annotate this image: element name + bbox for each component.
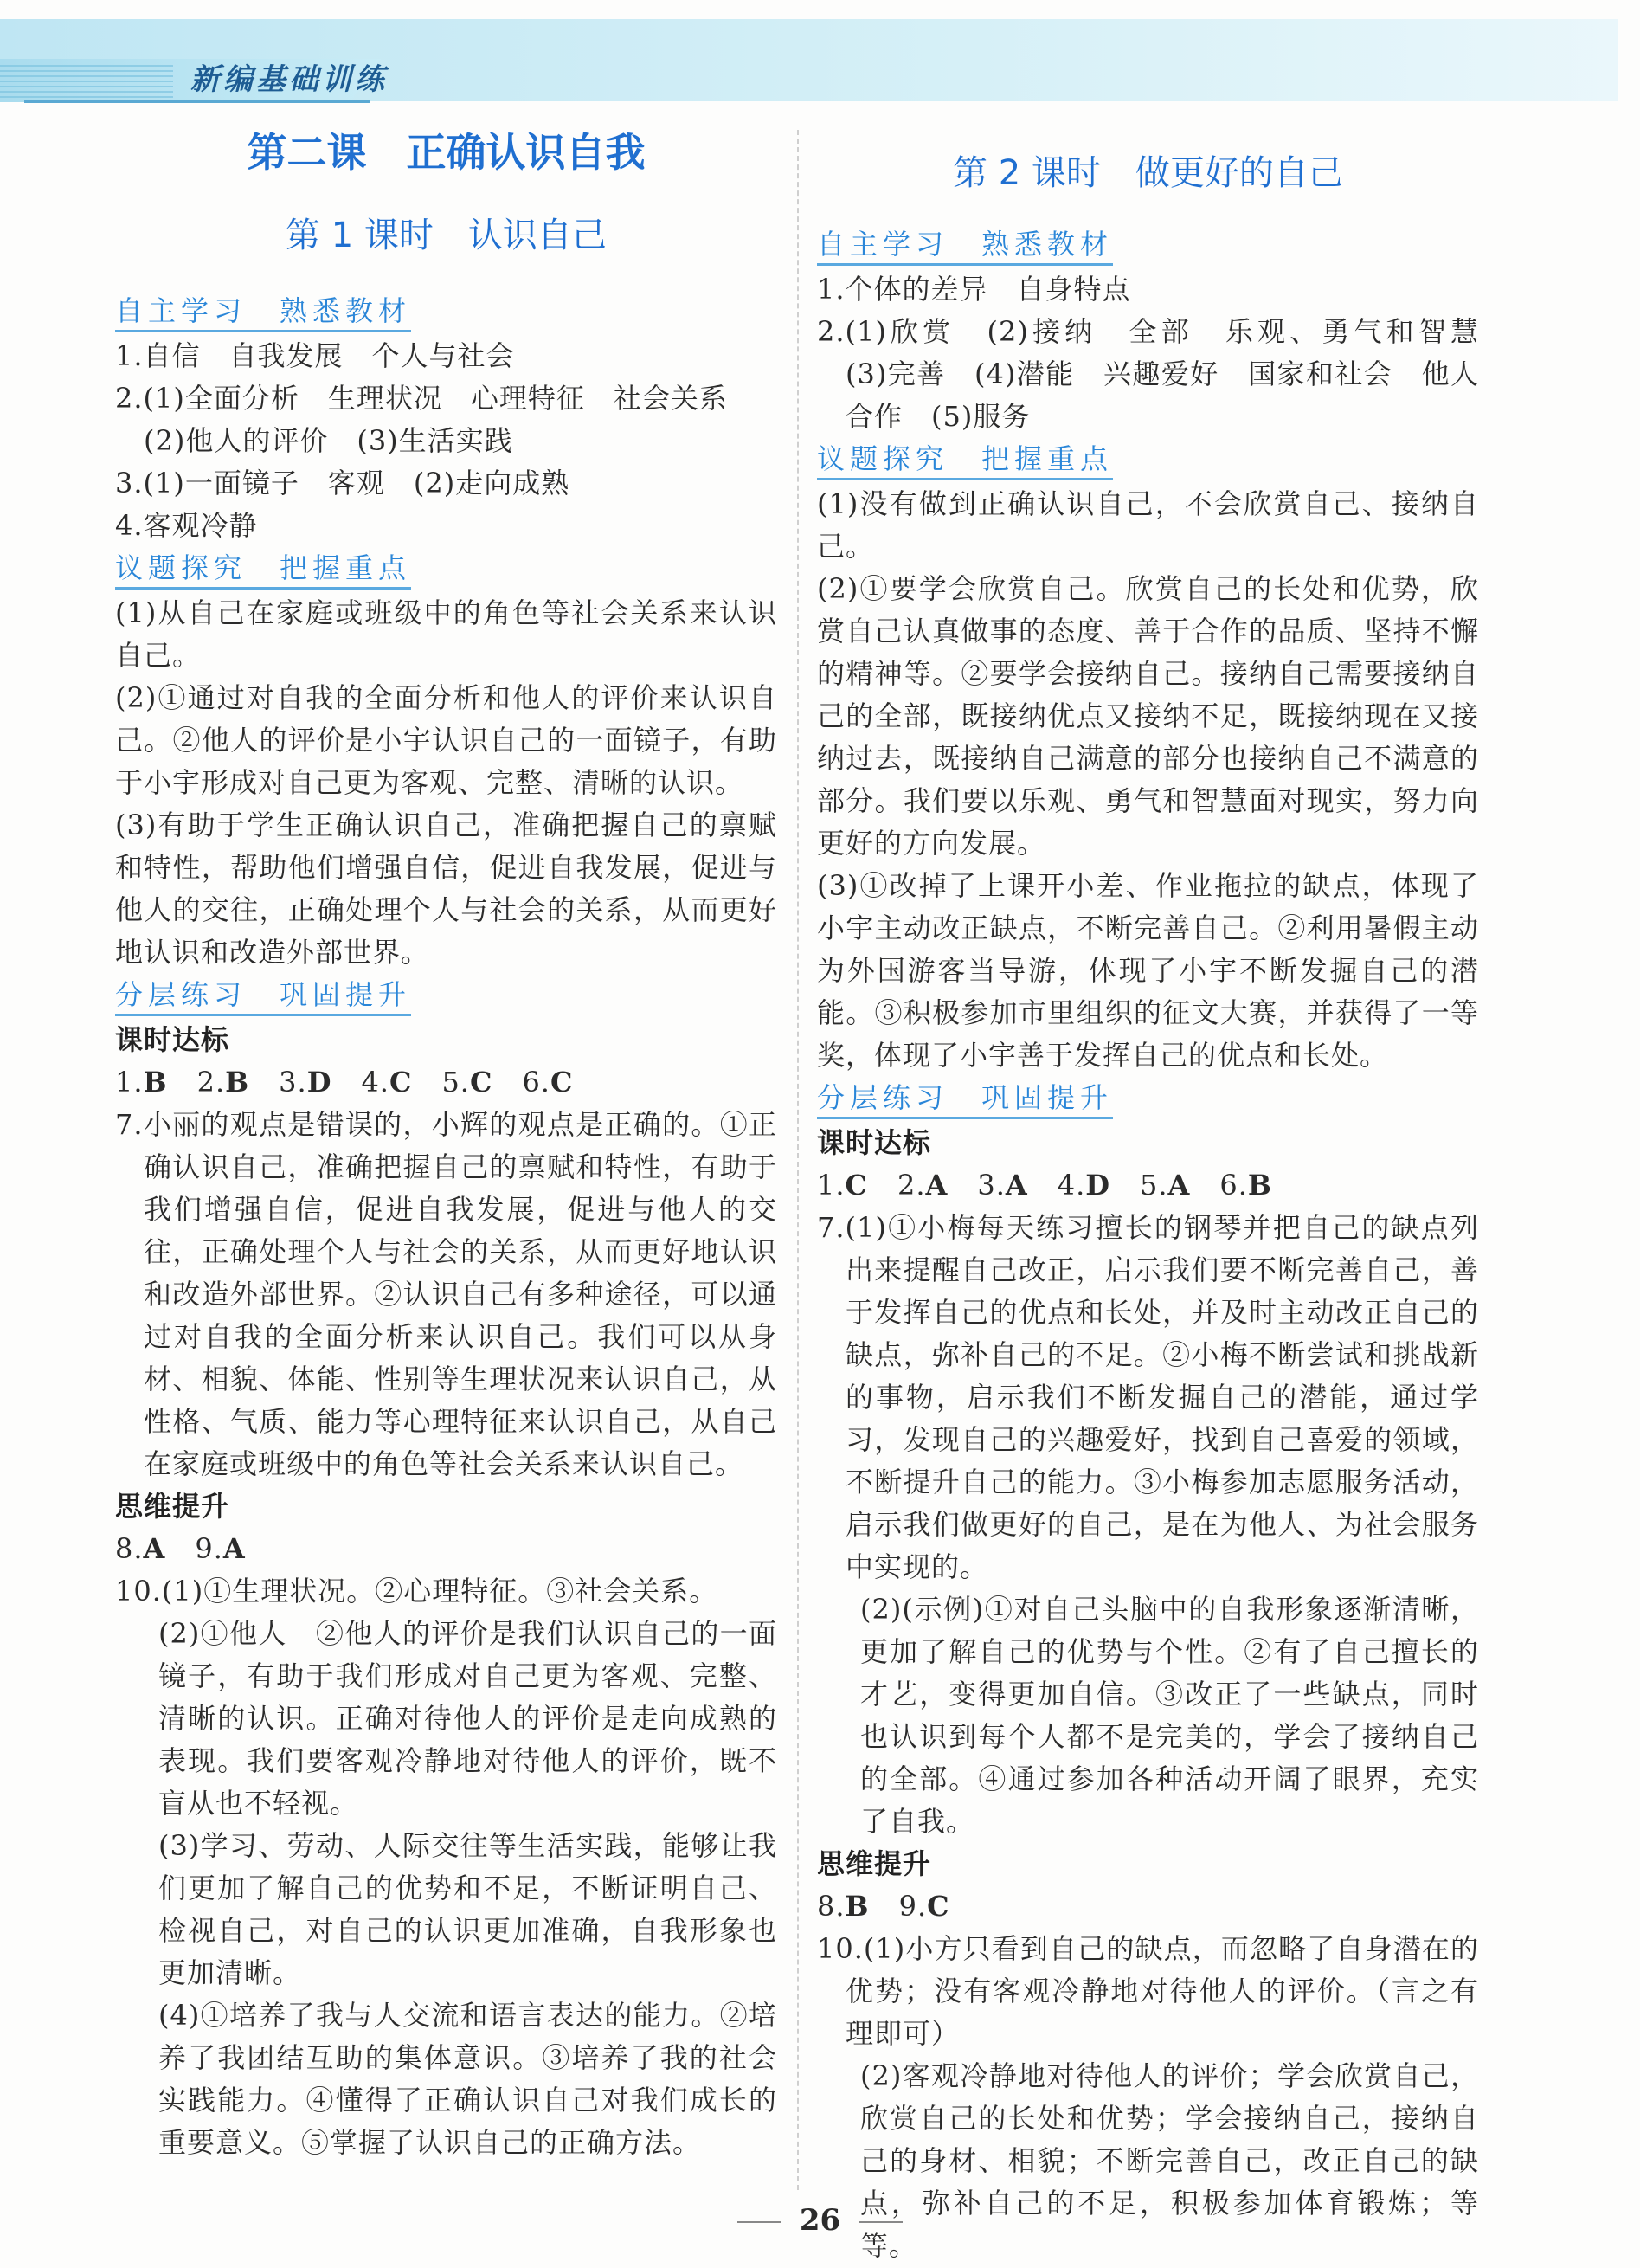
subsection-heading: 课时达标 xyxy=(115,1023,230,1056)
answer-item: 7.小丽的观点是错误的，小辉的观点是正确的。①正确认识自己，准确把握自己的禀赋和特性，有助于我们增强自信，促进自我发展，促进与他人的交往，正确处理个人与社会的关系，从而更好地认识和改造外部世界。②认识自己有多种途径，可以通过对自我的全面分析来认识自己。我们可以从身材、相貌、体能、性别等生理状况来认识自己，从性格、气质、能力等心理特征来认识自己，从自己在家庭或班级中的角色等社会关系来认识自己。 xyxy=(115,1108,777,1480)
answer-letter: C xyxy=(550,1066,574,1099)
answer-letter: D xyxy=(1085,1169,1110,1202)
answer-letter: A xyxy=(1167,1169,1191,1202)
answer-key-row xyxy=(817,1885,1479,1928)
answer-letter: D xyxy=(306,1066,332,1099)
header-rule xyxy=(24,100,370,103)
question-number: 2. xyxy=(897,1169,926,1202)
answer-letter: C xyxy=(389,1066,413,1099)
page-number: 26 xyxy=(0,2203,1640,2238)
left-column xyxy=(115,290,777,2164)
section-heading-wrap xyxy=(115,290,777,335)
question-number: 4. xyxy=(1057,1169,1086,1202)
answer-letter: B xyxy=(225,1066,250,1099)
answer-letter: A xyxy=(1005,1169,1028,1202)
section-heading: 自主学习 熟悉教材 xyxy=(115,292,411,332)
lesson-title: 第二课 正确认识自我 xyxy=(247,129,646,176)
section-heading-wrap xyxy=(817,223,1479,268)
question-number: 8. xyxy=(115,1532,144,1565)
question-number: 6. xyxy=(1219,1169,1248,1202)
section-heading: 议题探究 把握重点 xyxy=(115,549,411,590)
answer-item: 10.(1)小方只看到自己的缺点，而忽略了自身潜在的优势；没有客观冷静地对待他人的评价。（言之有理即可） xyxy=(817,1932,1479,2050)
subsection-heading: 思维提升 xyxy=(115,1490,230,1523)
answer-item: 7.(1)①小梅每天练习擅长的钢琴并把自己的缺点列出来提醒自己改正，启示我们要不断完善自己，善于发挥自己的优点和长处，并及时主动改正自己的缺点，弥补自己的不足。②小梅不断尝试和挑战新的事物，启示我们不断发掘自己的潜能，通过学习，发现自己的兴趣爱好，找到自己喜爱的领域，不断提升自己的能力。③小梅参加志愿服务活动，启示我们做更好的自己，是在为他人、为社会服务中实现的。 xyxy=(817,1211,1479,1583)
answer-paragraph: (1)从自己在家庭或班级中的角色等社会关系来认识自己。 xyxy=(115,596,777,672)
answer-letter: C xyxy=(845,1169,868,1202)
answer-subitem: (2)①他人 ②他人的评价是我们认识自己的一面镜子，有助于我们形成对自己更为客观、完整、清晰的认识。正确对待他人的评价是走向成熟的表现。我们要客观冷静地对待他人的评价，既不盲从也不轻视。 xyxy=(158,1617,777,1820)
question-number: 3. xyxy=(279,1066,307,1099)
question-number: 5. xyxy=(1140,1169,1168,1202)
answer-item: 4.客观冷静 xyxy=(115,509,258,542)
answer-letter: C xyxy=(469,1066,493,1099)
answer-subitem: (2)客观冷静地对待他人的评价；学会欣赏自己，欣赏自己的长处和优势；学会接纳自己，接纳自己的身材、相貌；不断完善自己，改正自己的缺点，弥补自己的不足，积极参加体育锻炼；等等。 xyxy=(860,2059,1479,2262)
answer-item: 3.(1)一面镜子 客观 (2)走向成熟 xyxy=(115,467,570,499)
answer-item: 1.自信 自我发展 个人与社会 xyxy=(115,339,515,372)
subsection-heading: 课时达标 xyxy=(817,1126,932,1159)
answer-paragraph: (3)①改掉了上课开小差、作业拖拉的缺点，体现了小宇主动改正缺点，不断完善自己。②利用暑假主动为外国游客当导游，体现了小宇不断发掘自己的潜能。③积极参加市里组织的征文大赛，并获得了一等奖，体现了小宇善于发挥自己的优点和长处。 xyxy=(817,869,1479,1072)
question-number: 3. xyxy=(977,1169,1006,1202)
question-number: 2. xyxy=(196,1066,226,1099)
answer-item: 1.个体的差异 自身特点 xyxy=(817,273,1131,306)
answer-letter: A xyxy=(925,1169,949,1202)
series-brand: 新编基础训练 xyxy=(190,62,388,97)
answer-letter: B xyxy=(143,1066,168,1099)
answer-letter: B xyxy=(845,1890,870,1923)
question-number: 9. xyxy=(898,1890,928,1923)
answer-subitem: (4)①培养了我与人交流和语言表达的能力。②培养了我团结互助的集体意识。③培养了我的社会实践能力。④懂得了正确认识自己对我们成长的重要意义。⑤掌握了认识自己的正确方法。 xyxy=(158,1999,777,2159)
section-heading-wrap xyxy=(817,1077,1479,1122)
question-number: 4. xyxy=(361,1066,389,1099)
answer-subitem: (3)学习、劳动、人际交往等生活实践，能够让我们更加了解自己的优势和不足，不断证明自己、检视自己，对自己的认识更加准确，自我形象也更加清晰。 xyxy=(158,1829,777,1989)
answer-letter: C xyxy=(927,1890,950,1923)
section-heading: 自主学习 熟悉教材 xyxy=(817,225,1113,266)
question-number: 9. xyxy=(195,1532,223,1565)
answer-letter: A xyxy=(222,1532,246,1565)
answer-key-row xyxy=(115,1528,777,1570)
subsection-heading: 思维提升 xyxy=(817,1847,932,1880)
answer-key-row xyxy=(115,1061,777,1104)
period-2-title: 第 2 课时 做更好的自己 xyxy=(953,153,1343,193)
question-number: 6. xyxy=(522,1066,550,1099)
answer-key-row xyxy=(817,1164,1479,1207)
answer-letter: A xyxy=(143,1532,166,1565)
section-heading-wrap xyxy=(115,974,777,1019)
answer-paragraph: (1)没有做到正确认识自己，不会欣赏自己、接纳自己。 xyxy=(817,487,1479,563)
section-heading: 议题探究 把握重点 xyxy=(817,440,1113,480)
answer-paragraph: (3)有助于学生正确认识自己，准确把握自己的禀赋和特性，帮助他们增强自信，促进自我发展，促进与他人的交往，正确处理个人与社会的关系，从而更好地认识和改造外部世界。 xyxy=(115,809,777,969)
answer-paragraph: (2)①通过对自我的全面分析和他人的评价来认识自己。②他人的评价是小宇认识自己的一面镜子，有助于小宇形成对自己更为客观、完整、清晰的认识。 xyxy=(115,681,777,799)
section-heading: 分层练习 巩固提升 xyxy=(817,1079,1113,1119)
answer-item: 2.(1)欣赏 (2)接纳 全部 乐观、勇气和智慧 (3)完善 (4)潜能 兴趣爱好 国家和社会 他人合作 (5)服务 xyxy=(817,315,1508,433)
answer-letter: B xyxy=(1247,1169,1272,1202)
column-divider xyxy=(797,130,799,2190)
answer-paragraph: (2)①要学会欣赏自己。欣赏自己的长处和优势，欣赏自己认真做事的态度、善于合作的品质、坚持不懈的精神等。②要学会接纳自己。接纳自己需要接纳自己的全部，既接纳优点又接纳不足，既接纳现在又接纳过去，既接纳自己满意的部分也接纳自己不满意的部分。我们要以乐观、勇气和智慧面对现实，努力向更好的方向发展。 xyxy=(817,572,1479,860)
section-heading: 分层练习 巩固提升 xyxy=(115,976,411,1016)
section-heading-wrap xyxy=(115,547,777,592)
right-column xyxy=(817,223,1508,2267)
question-number: 1. xyxy=(817,1169,846,1202)
period-1-title: 第 1 课时 认识自己 xyxy=(286,216,607,255)
question-number: 5. xyxy=(441,1066,470,1099)
question-number: 1. xyxy=(115,1066,144,1099)
question-number: 8. xyxy=(817,1890,846,1923)
header-stripes xyxy=(0,65,173,100)
answer-item: 10.(1)①生理状况。②心理特征。③社会关系。 xyxy=(115,1575,718,1608)
answer-subitem: (2)(示例)①对自己头脑中的自我形象逐渐清晰，更加了解自己的优势与个性。②有了自己擅长的才艺，变得更加自信。③改正了一些缺点，同时也认识到每个人都不是完美的，学会了接纳自己的全部。④通过参加各种活动开阔了眼界，充实了自我。 xyxy=(860,1593,1479,1838)
answer-item: 2.(1)全面分析 生理状况 心理特征 社会关系 (2)他人的评价 (3)生活实践 xyxy=(115,382,728,457)
section-heading-wrap xyxy=(817,438,1479,483)
